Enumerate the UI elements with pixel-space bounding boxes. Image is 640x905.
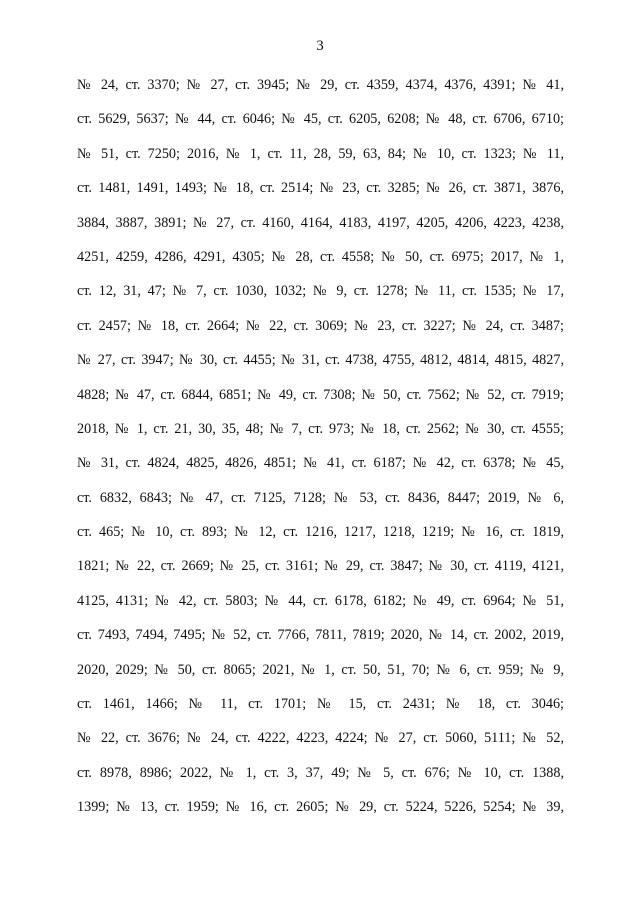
text-line: 4125, 4131; № 42, ст. 5803; № 44, ст. 6178, 6182; № 49, ст. 6964; № 51, — [77, 592, 564, 609]
text-line: ст. 6832, 6843; № 47, ст. 7125, 7128; № 53, ст. 8436, 8447; 2019, № 6, — [77, 489, 564, 506]
text-line: № 51, ст. 7250; 2016, № 1, ст. 11, 28, 59, 63, 84; № 10, ст. 1323; № 11, — [77, 145, 564, 162]
text-line: ст. 7493, 7494, 7495; № 52, ст. 7766, 7811, 7819; 2020, № 14, ст. 2002, 2019, — [77, 627, 564, 644]
text-line: ст. 465; № 10, ст. 893; № 12, ст. 1216, 1217, 1218, 1219; № 16, ст. 1819, — [77, 524, 564, 541]
text-line: ст. 5629, 5637; № 44, ст. 6046; № 45, ст. 6205, 6208; № 48, ст. 6706, 6710; — [77, 111, 564, 128]
text-line: № 27, ст. 3947; № 30, ст. 4455; № 31, ст. 4738, 4755, 4812, 4814, 4815, 4827, — [77, 352, 564, 369]
document-body — [77, 76, 564, 833]
text-line: 1821; № 22, ст. 2669; № 25, ст. 3161; № 29, ст. 3847; № 30, ст. 4119, 4121, — [77, 558, 564, 575]
text-line: 3884, 3887, 3891; № 27, ст. 4160, 4164, 4183, 4197, 4205, 4206, 4223, 4238, — [77, 214, 564, 231]
text-line: 1399; № 13, ст. 1959; № 16, ст. 2605; № 29, ст. 5224, 5226, 5254; № 39, — [77, 799, 564, 816]
text-line: ст. 1481, 1491, 1493; № 18, ст. 2514; № 23, ст. 3285; № 26, ст. 3871, 3876, — [77, 180, 564, 197]
text-line: 4828; № 47, ст. 6844, 6851; № 49, ст. 7308; № 50, ст. 7562; № 52, ст. 7919; — [77, 386, 564, 403]
text-line: № 31, ст. 4824, 4825, 4826, 4851; № 41, ст. 6187; № 42, ст. 6378; № 45, — [77, 455, 564, 472]
text-line: ст. 2457; № 18, ст. 2664; № 22, ст. 3069; № 23, ст. 3227; № 24, ст. 3487; — [77, 317, 564, 334]
text-line: 2020, 2029; № 50, ст. 8065; 2021, № 1, ст. 50, 51, 70; № 6, ст. 959; № 9, — [77, 661, 564, 678]
text-line: 2018, № 1, ст. 21, 30, 35, 48; № 7, ст. 973; № 18, ст. 2562; № 30, ст. 4555; — [77, 420, 564, 437]
text-line: 4251, 4259, 4286, 4291, 4305; № 28, ст. 4558; № 50, ст. 6975; 2017, № 1, — [77, 248, 564, 265]
text-line: № 24, ст. 3370; № 27, ст. 3945; № 29, ст. 4359, 4374, 4376, 4391; № 41, — [77, 77, 564, 93]
text-line: ст. 8978, 8986; 2022, № 1, ст. 3, 37, 49; № 5, ст. 676; № 10, ст. 1388, — [77, 764, 564, 781]
text-line: ст. 12, 31, 47; № 7, ст. 1030, 1032; № 9, ст. 1278; № 11, ст. 1535; № 17, — [77, 283, 564, 300]
page-number: 3 — [316, 38, 324, 54]
text-line: ст. 1461, 1466; № 11, ст. 1701; № 15, ст. 2431; № 18, ст. 3046; — [77, 696, 564, 713]
text-line: № 22, ст. 3676; № 24, ст. 4222, 4223, 4224; № 27, ст. 5060, 5111; № 52, — [77, 730, 564, 747]
